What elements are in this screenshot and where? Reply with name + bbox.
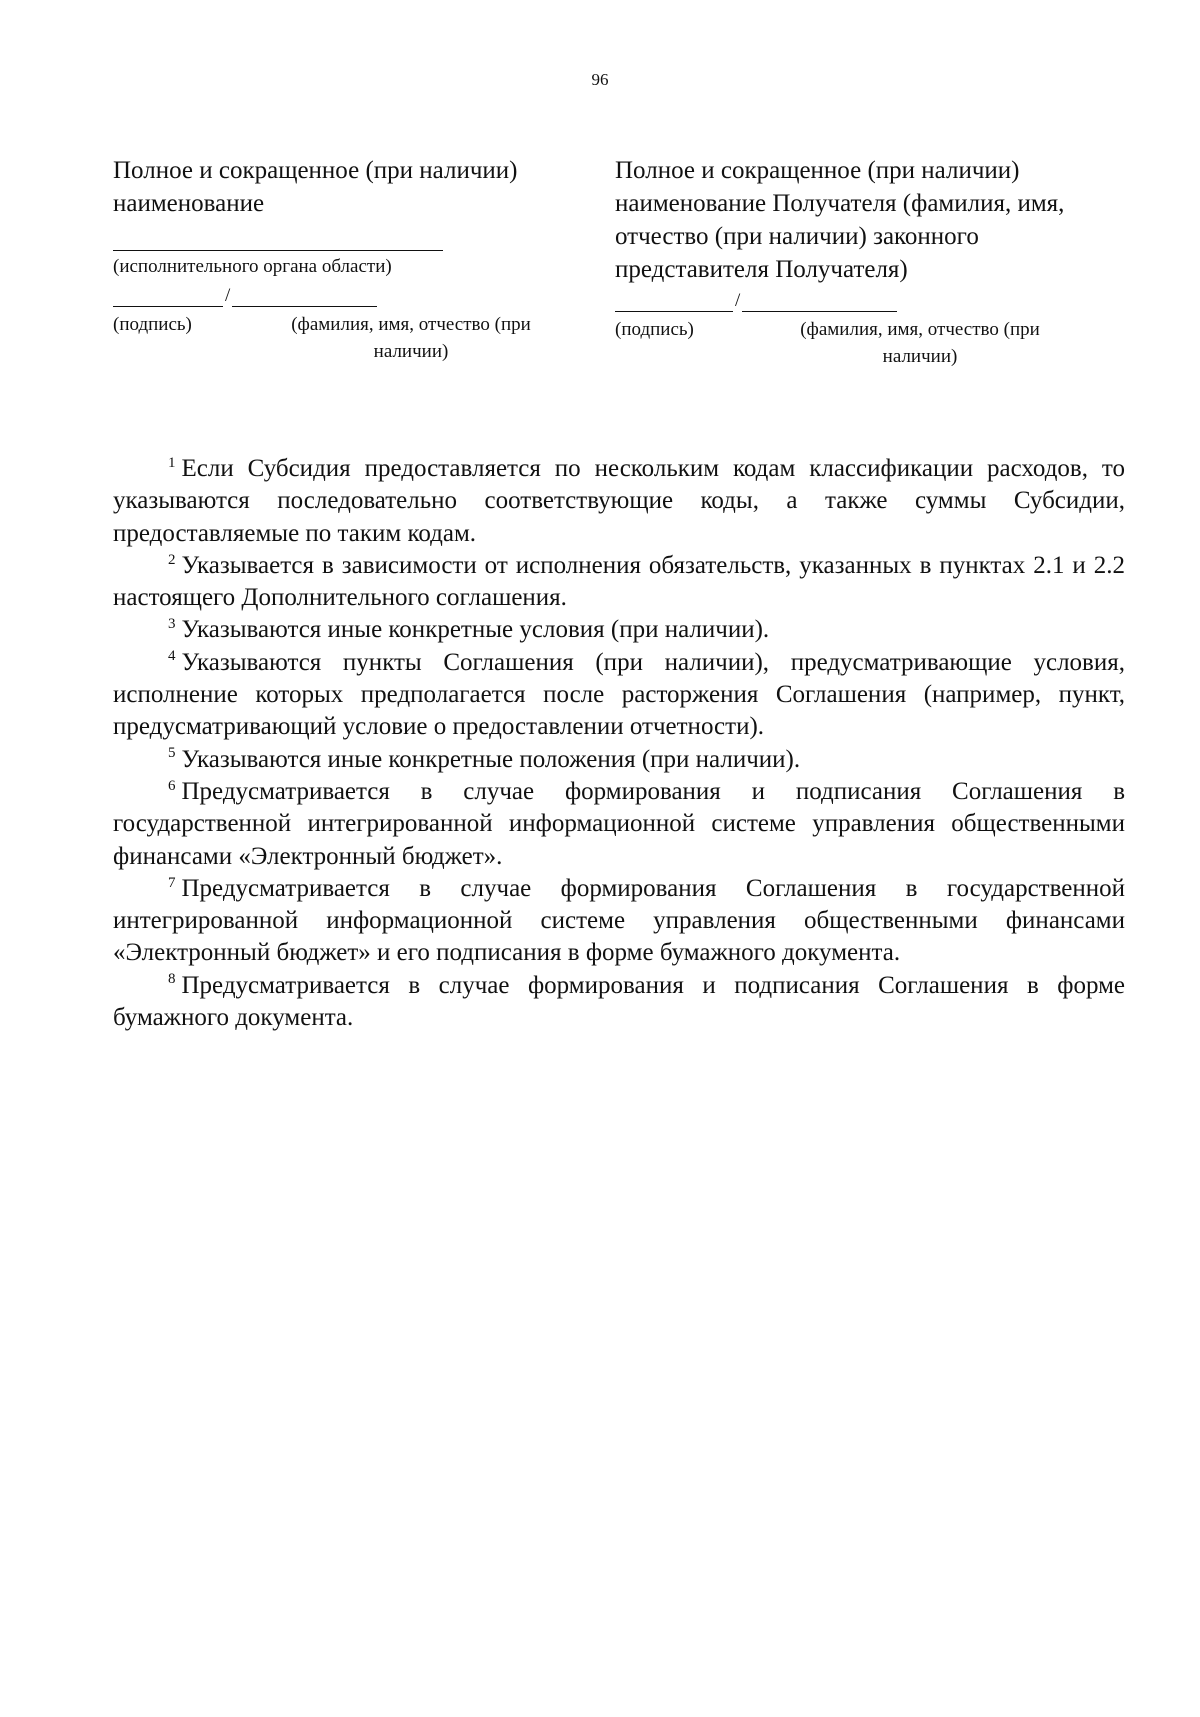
footnote [113,647,1125,744]
footnote-text: Указывается в зависимости от исполнения обязательств, указанных в пунктах 2.1 и 2.2 настоящего Дополнительного соглашения. [113,551,1125,612]
signature-caption: (подпись) [113,314,192,335]
executive-body-caption: (исполнительного органа области) [113,256,392,277]
footnote-mark: 2 [168,551,176,568]
footnote-mark: 5 [168,745,176,762]
signature-block-recipient [615,154,1095,370]
footnote [113,744,1125,776]
fio-line-segment [232,284,377,307]
footnote [113,873,1125,970]
fio-line-segment [742,289,897,312]
footnote-mark: 6 [168,777,176,794]
footnote-text: Указываются иные конкретные положения (при наличии). [181,745,801,773]
footnote-text: Указываются иные конкретные условия (при наличии). [181,616,770,644]
executive-body-name-line [113,220,443,251]
fio-caption-line-1: (фамилия, имя, отчество (при [800,319,1040,340]
fio-caption-line-1: (фамилия, имя, отчество (при [291,314,531,335]
fio-caption-line-2: наличии) [882,346,958,367]
signature-line-segment [615,289,733,312]
footnote [113,776,1125,873]
signature-slash: / [225,285,231,306]
footnote-text: Если Субсидия предоставляется по нескольким кодам классификации расходов, то указываются последовательно соответствующие коды, а также суммы Субсидии, предоставляемые по таким кодам. [113,455,1125,547]
fio-caption [765,316,1075,370]
executive-body-signature-captions [113,311,583,365]
footnote-text: Предусматривается в случае формирования и подписания Соглашения в государственной интегрированной информационной системе управления общественными финансами «Электронный бюджет». [113,777,1125,870]
recipient-heading: Полное и сокращенное (при наличии) наименование Получателя (фамилия, имя, отчество (при наличии) законного представителя Получателя) [615,157,1065,283]
fio-caption [251,311,571,365]
footnote [113,453,1125,550]
signature-block-executive-body [113,154,583,365]
footnotes-section [113,453,1125,1034]
footnote-mark: 3 [168,616,176,633]
executive-body-signature-line [113,281,583,307]
footnote-mark: 7 [168,874,176,891]
recipient-signature-line [615,286,1095,312]
footnote-mark: 4 [168,648,176,665]
signature-slash: / [735,290,741,311]
fio-caption-line-2: наличии) [373,341,449,362]
footnote-mark: 8 [168,971,176,988]
signature-line-segment [113,284,223,307]
page-number: 96 [591,70,609,89]
footnote-text: Предусматривается в случае формирования Соглашения в государственной интегрированной информационной системе управления общественными финансами «Электронный бюджет» и его подписания в форме бумажного документа. [113,874,1125,967]
footnote [113,614,1125,646]
footnote-text: Указываются пункты Соглашения (при наличии), предусматривающие условия, исполнение которых предполагается после расторжения Соглашения (например, пункт, предусматривающий условие о предоставлении отчетности). [113,648,1125,741]
footnote [113,970,1125,1035]
executive-body-heading: Полное и сокращенное (при наличии) наименование [113,157,518,217]
recipient-signature-captions [615,316,1095,370]
signature-caption: (подпись) [615,319,694,340]
footnote-text: Предусматривается в случае формирования и подписания Соглашения в форме бумажного документа. [113,971,1125,1032]
footnote-mark: 1 [168,454,176,471]
footnote [113,550,1125,615]
